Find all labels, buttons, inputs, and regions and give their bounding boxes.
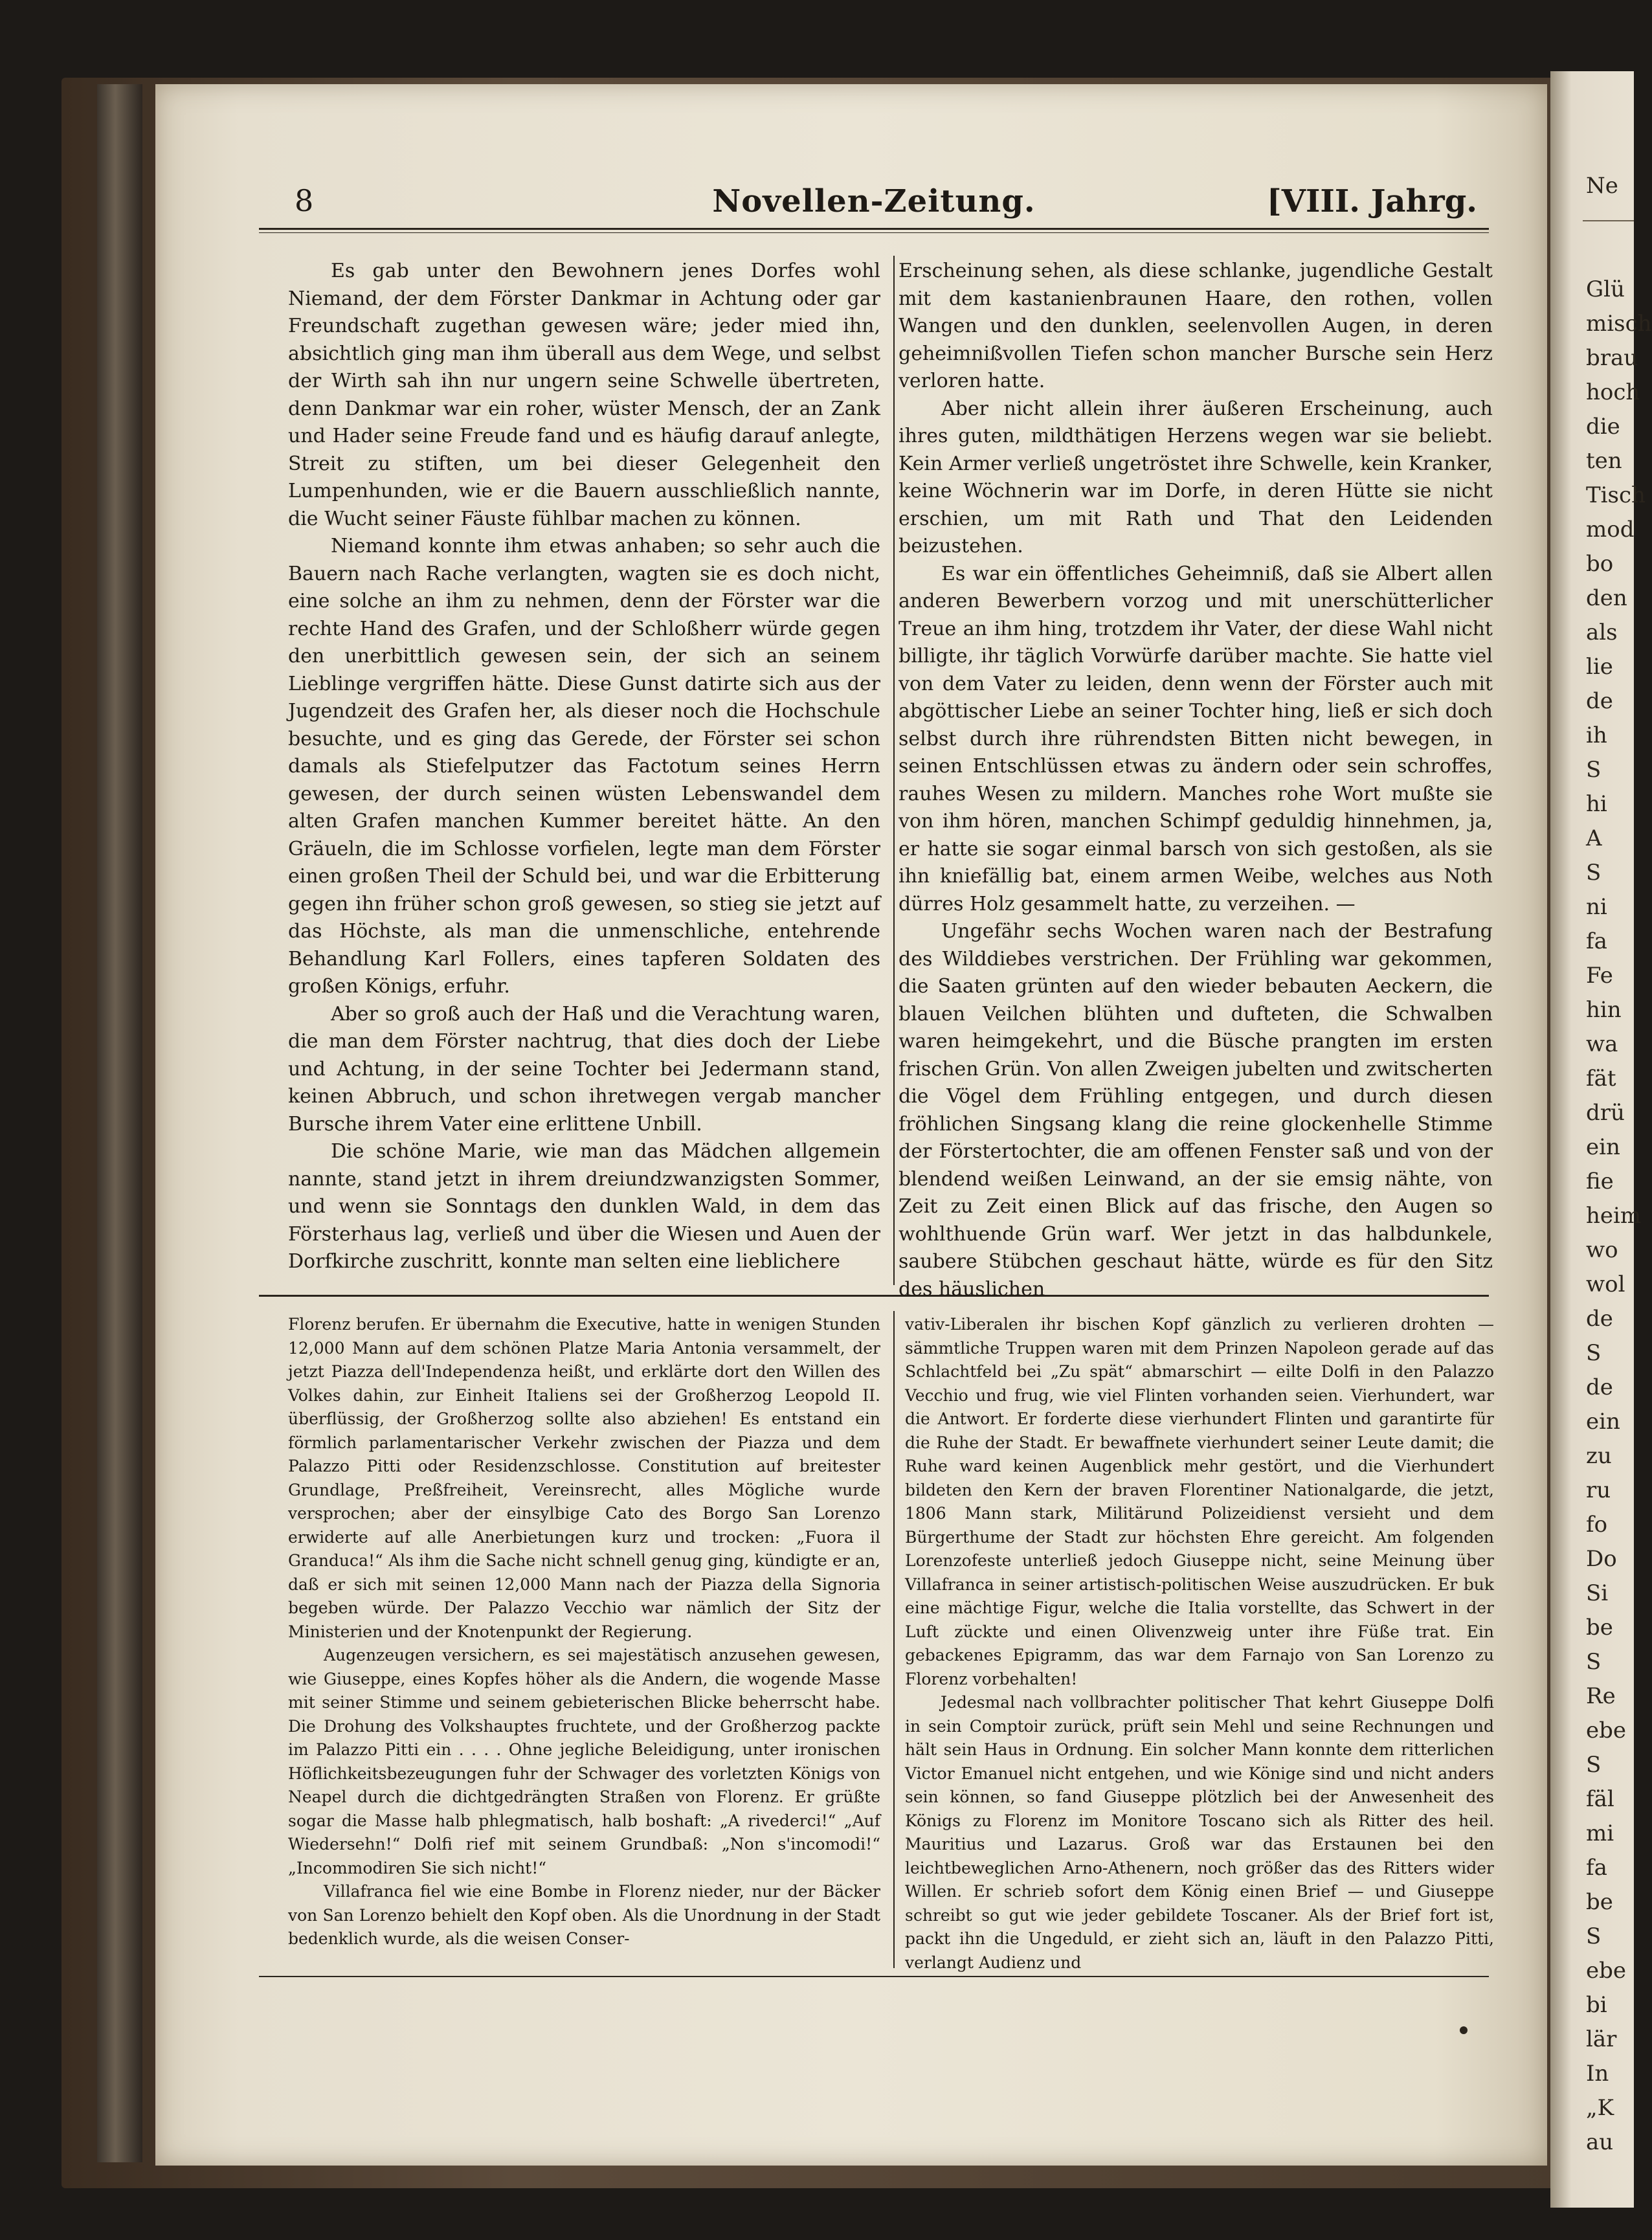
next-page-fragment: fa bbox=[1586, 928, 1607, 954]
next-page-fragment: be bbox=[1586, 1615, 1613, 1641]
next-page-fragment: be bbox=[1586, 1889, 1613, 1915]
next-page-fragment: fie bbox=[1586, 1169, 1614, 1194]
next-page-fragment: au bbox=[1586, 2129, 1614, 2155]
next-page-fragment: Si bbox=[1586, 1580, 1609, 1606]
next-page-fragment: lär bbox=[1586, 2026, 1617, 2052]
next-page-fragment: misch bbox=[1586, 311, 1652, 337]
next-page-fragment: bi bbox=[1586, 1992, 1607, 2018]
next-page-fragment: Do bbox=[1586, 1546, 1617, 1572]
next-page-fragment: heim bbox=[1586, 1203, 1642, 1229]
next-page-fragment: ru bbox=[1586, 1477, 1611, 1503]
next-page-fragment: wa bbox=[1586, 1031, 1618, 1057]
next-page-fragment: wo bbox=[1586, 1237, 1618, 1263]
next-page-fragment: mi bbox=[1586, 1820, 1614, 1846]
ink-blot bbox=[1460, 2026, 1468, 2034]
next-page-fragment: In bbox=[1586, 2061, 1609, 2087]
paragraph: Ungefähr sechs Wochen waren nach der Bestrafung des Wilddiebes verstrichen. Der Frühling war gekommen, die Saaten grünten auf den wieder bebauten Aeckern, die blauen Veilchen blühten und dufteten, die Schwalben waren heimgekehrt, und die Büsche prangten im ersten frischen Grün. Von allen Zweigen jubelten und zwitscherten die Vögel dem Frühling entgegen, und durch diesen fröhlichen Singsang klang die reine glockenhelle Stimme der Förstertochter, die am offenen Fenster saß und von der blendend weißen Leinwand, an der sie emsig nähte, von Zeit zu Zeit einen Blick auf das frische, den Augen so wohlthuende Grün warf. Wer jetzt in das halbdunkele, saubere Stübchen geschaut hätte, würde es für den Sitz des häuslichen bbox=[899, 920, 1493, 1301]
next-page-fragment: ebe bbox=[1586, 1958, 1627, 1984]
paragraph: Augenzeugen versichern, es sei majestätisch anzusehen gewesen, wie Giuseppe, eines Kopfes höher als die Andern, die wogende Masse mit seiner Stimme und seinem gebieterischen Blicke beherrscht habe. Die Drohung des Volkshauptes fruchtete, und der Großherzog packte im Palazzo Pitti ein . . . . Ohne jegliche Beleidigung, unter ironischen Höflichkeitsbezeugungen fuhr der Schwager des vorletzten Königs von Neapel durch die dichtgedrängten Straßen von Florenz. Er grüßte sogar die Masse halb phlegmatisch, halb boshaft: „A rivederci!“ „Auf Wiedersehn!“ Dolfi rief mit seinem Grundbaß: „Non s'incomodi!“ „Incommodiren Sie sich nicht!“ bbox=[288, 1646, 880, 1877]
next-page-fragment: ten bbox=[1586, 448, 1622, 474]
next-page-fragment: S bbox=[1586, 757, 1602, 783]
next-page-fragment: den bbox=[1586, 585, 1627, 611]
header-rule bbox=[259, 228, 1489, 230]
upper-right-column bbox=[899, 258, 1493, 1301]
next-page-edge bbox=[1550, 71, 1652, 2208]
next-page-fragment: hin bbox=[1586, 997, 1622, 1023]
next-page-fragment: Fe bbox=[1586, 963, 1613, 989]
next-page-fragment: S bbox=[1586, 1752, 1602, 1778]
next-page-fragment: ein bbox=[1586, 1134, 1620, 1160]
next-page-fragment: wol bbox=[1586, 1271, 1625, 1297]
next-page-fragment: bo bbox=[1586, 551, 1614, 577]
paragraph: Jedesmal nach vollbrachter politischer That kehrt Giuseppe Dolfi in sein Comptoir zurück, prüft sein Mehl und seine Rechnungen und hält sein Haus in Ordnung. Ein solcher Mann konnte dem ritterlichen Victor Emanuel nicht entgehen, und wie Könige sind und nicht anders sein können, so fand Giuseppe plötzlich bei der Anwesenheit des Königs zu Florenz im Monitore Toscano sich als Ritter des heil. Mauritius und Lazarus. Groß war das Erstaunen bei den leichtbeweglichen Arno-Athenern, noch größer das des Ritters wider Willen. Er schrieb sofort dem König einen Brief — und Giuseppe schreibt so gut wie jeder gebildete Toscaner. Als der Brief fort ist, packt ihn die Ungeduld, er zieht sich an, läuft in den Palazzo Pitti, verlangt Audienz und bbox=[905, 1693, 1494, 1972]
footer-rule bbox=[259, 1976, 1489, 1977]
next-page-fragment: S bbox=[1586, 1649, 1602, 1675]
next-page-fragment: A bbox=[1586, 825, 1602, 851]
next-page-fragment: ein bbox=[1586, 1409, 1620, 1435]
next-page-fragment: Ne bbox=[1586, 173, 1618, 199]
column-divider-upper bbox=[893, 256, 895, 1285]
paragraph: Aber so groß auch der Haß und die Verachtung waren, die man dem Förster nachtrug, that dies doch der Liebe und Achtung, in der seine Tochter bei Jedermann stand, keinen Abbruch, und schon ihretwegen vergab mancher Bursche ihrem Vater eine erlittene Unbill. bbox=[288, 1002, 880, 1136]
header-rule-thin bbox=[259, 232, 1489, 233]
volume-label: [VIII. Jahrg. bbox=[1266, 183, 1477, 219]
lower-right-column bbox=[905, 1313, 1494, 1970]
paragraph: Niemand konnte ihm etwas anhaben; so sehr auch die Bauern nach Rache verlangten, wagten sie es doch nicht, eine solche an ihm zu nehmen, denn der Förster war die rechte Hand des Grafen, und der Schloßherr würde gegen den unerbittlich gewesen sein, der sich an seinem Lieblinge vergriffen hätte. Diese Gunst datirte sich aus der Jugendzeit des Grafen her, als dieser noch die Hochschule besuchte, und es ging das Gerede, der Förster sei schon damals als Stiefelputzer das Factotum seines Herrn gewesen, der durch seinen wüsten Lebenswandel dem alten Grafen manchen Kummer bereitet hätte. An den Gräueln, die im Schlosse vorfielen, legte man dem Förster einen großen Theil der Schuld bei, und war die Erbitterung gegen ihn früher schon groß gewesen, so stieg sie jetzt auf das Höchste, als man die unmenschliche, entehrende Behandlung Karl Follers, eines tapferen Soldaten des großen Königs, erfuhr. bbox=[288, 535, 880, 998]
next-page-fragment: brau bbox=[1586, 345, 1638, 371]
next-page-fragment: zu bbox=[1586, 1443, 1612, 1469]
lower-left-column bbox=[288, 1313, 880, 1970]
next-page-fragment: hoch bbox=[1586, 379, 1640, 405]
next-page-fragment: lie bbox=[1586, 654, 1613, 680]
next-page-fragment: Glü bbox=[1586, 276, 1625, 302]
next-page-fragment: Re bbox=[1586, 1683, 1616, 1709]
next-page-fragment: drü bbox=[1586, 1100, 1625, 1126]
next-page-fragment: fät bbox=[1586, 1066, 1616, 1092]
next-page-fragment: fo bbox=[1586, 1512, 1608, 1538]
page-header bbox=[259, 178, 1489, 230]
next-page-fragment: S bbox=[1586, 860, 1602, 886]
book-spine-edge bbox=[97, 84, 142, 2162]
paragraph: Villafranca fiel wie eine Bombe in Florenz nieder, nur der Bäcker von San Lorenzo behielt den Kopf oben. Als die Unordnung in der Stadt bedenklich wurde, als die weisen Conser- bbox=[288, 1882, 880, 1948]
upper-left-column bbox=[288, 258, 880, 1284]
next-page-fragment: die bbox=[1586, 414, 1620, 440]
next-page-fragment: fäl bbox=[1586, 1786, 1614, 1812]
next-page-fragment: hi bbox=[1586, 791, 1607, 817]
next-page-fragment: de bbox=[1586, 1374, 1613, 1400]
next-page-fragment: ebe bbox=[1586, 1718, 1627, 1743]
paragraph: Erscheinung sehen, als diese schlanke, jugendliche Gestalt mit dem kastanienbraunen Haare, den rothen, vollen Wangen und den dunklen, seelenvollen Augen, in deren geheimnißvollen Tiefen schon mancher Bursche sein Herz verloren hatte. bbox=[899, 260, 1493, 392]
next-page-fragment: ih bbox=[1586, 722, 1607, 748]
paragraph: Es gab unter den Bewohnern jenes Dorfes wohl Niemand, der dem Förster Dankmar in Achtung oder gar Freundschaft zugethan gewesen wäre; jeder mied ihn, absichtlich ging man ihm überall aus dem Wege, und selbst der Wirth sah ihn nur ungern seine Schwelle übertreten, denn Dankmar war ein roher, wüster Mensch, der an Zank und Hader seine Freude fand und es häufig darauf anlegte, Streit zu stiften, um bei dieser Gelegenheit den Lumpenhunden, wie er die Bauern ausschließlich nannte, die Wucht seiner Fäuste fühlbar machen zu können. bbox=[288, 260, 880, 530]
next-page-fragment: de bbox=[1586, 1306, 1613, 1332]
next-page-fragment: ni bbox=[1586, 894, 1607, 920]
next-page-fragment: als bbox=[1586, 620, 1618, 645]
next-page-fragment: „K bbox=[1586, 2095, 1614, 2121]
paragraph: vativ-Liberalen ihr bischen Kopf gänzlich zu verlieren drohten — sämmtliche Truppen waren mit dem Prinzen Napoleon gerade auf das Schlachtfeld bei „Zu spät“ abmarschirt — eilte Dolfi in den Palazzo Vecchio und frug, wie viel Flinten vorhanden seien. Vierhundert, war die Antwort. Er forderte diese vierhundert Flinten und garantirte für die Ruhe der Stadt. Er bewaffnete vierhundert seiner Leute damit; die Ruhe ward keinen Augenblick mehr gestört, und die Vierhundert bildeten den Kern der braven Florentiner Nationalgarde, die jetzt, 1806 Mann stark, Militärund Polizeidienst versieht und dem Bürgerthume der Stadt zur höchsten Ehre gereicht. Am folgenden Lorenzofeste unterließ jedoch Giuseppe nicht, seine Meinung über Villafranca in seiner artistisch-politischen Weise auszudrücken. Er buk eine mächtige Figur, welche die Italia vorstellte, das Schwert in der Luft zückte und einen Olivenzweig unter ihre Füße trat. Ein gebackenes Epigramm, das war dem Farnajo von San Lorenzo zu Florenz vorbehalten! bbox=[905, 1315, 1494, 1688]
next-page-fragment: mod bbox=[1586, 517, 1635, 543]
next-page-fragment: S bbox=[1586, 1923, 1602, 1949]
paragraph: Florenz berufen. Er übernahm die Executive, hatte in wenigen Stunden 12,000 Mann auf dem schönen Platze Maria Antonia versammelt, der jetzt Piazza dell'Independenza heißt, und erklärte dort den Willen des Volkes dahin, zur Einheit Italiens sei der Großherzog Leopold II. überflüssig, der Großherzog sollte also abziehen! Es entstand ein förmlich parlamentarischer Verkehr zwischen der Piazza und dem Palazzo Pitti oder Residenzschlosse. Constitution auf breitester Grundlage, Preßfreiheit, Vereinsrecht, alles Mögliche wurde versprochen; aber der einsylbige Cato des Borgo San Lorenzo erwiderte auf alle Anerbietungen kurz und trocken: „Fuora il Granduca!“ Als ihm die Sache nicht schnell genug ging, kündigte er an, daß er sich mit seinen 12,000 Mann nach der Piazza della Signoria begeben würde. Der Palazzo Vecchio war nämlich der Sitz der Ministerien und der Knotenpunkt der Regierung. bbox=[288, 1315, 880, 1641]
paragraph: Es war ein öffentliches Geheimniß, daß sie Albert allen anderen Bewerbern vorzog und mit unerschütterlicher Treue an ihm hing, trotzdem ihr Vater, der diese Wahl nicht billigte, ihr täglich Vorwürfe darüber machte. Sie hatte viel von dem Vater zu leiden, denn wenn der Förster auch mit abgöttischer Liebe an seiner Tochter hing, ließ er sich doch selbst durch ihre rührendsten Bitten nicht bewegen, in seinen Entschlüssen etwas zu ändern oder sein schroffes, rauhes Wesen zu mildern. Manches rohe Wort mußte sie von ihm hören, manchen Schimpf geduldig hinnehmen, ja, er hatte sie sogar einmal barsch von sich gestoßen, als sie ihn kniefällig bat, einem armen Weibe, welches aus Noth dürres Holz gesammelt hatte, zu verzeihen. — bbox=[899, 562, 1493, 915]
running-title: Novellen-Zeitung. bbox=[712, 183, 1036, 219]
next-page-fragment: fa bbox=[1586, 1855, 1607, 1881]
column-divider-lower bbox=[893, 1311, 895, 1968]
next-page-fragment: de bbox=[1586, 688, 1613, 714]
page-number: 8 bbox=[295, 183, 314, 218]
paragraph: Die schöne Marie, wie man das Mädchen allgemein nannte, stand jetzt in ihrem dreiundzwanzigsten Sommer, und wenn sie Sonntags den dunklen Wald, in dem das Försterhaus lag, verließ und über die Wiesen und Auen der Dorfkirche zuschritt, konnte man selten eine lieblichere bbox=[288, 1140, 880, 1273]
paragraph: Aber nicht allein ihrer äußeren Erscheinung, auch ihres guten, mildthätigen Herzens wegen war sie beliebt. Kein Armer verließ ungetröstet ihre Schwelle, kein Kranker, keine Wöchnerin war im Dorfe, in deren Hütte sie nicht erschien, um mit Rath und That den Leidenden beizustehen. bbox=[899, 397, 1493, 557]
next-page-fragment: S bbox=[1586, 1340, 1602, 1366]
next-page-header-rule bbox=[1583, 220, 1634, 221]
next-page-fragment: Tisch bbox=[1586, 482, 1646, 508]
